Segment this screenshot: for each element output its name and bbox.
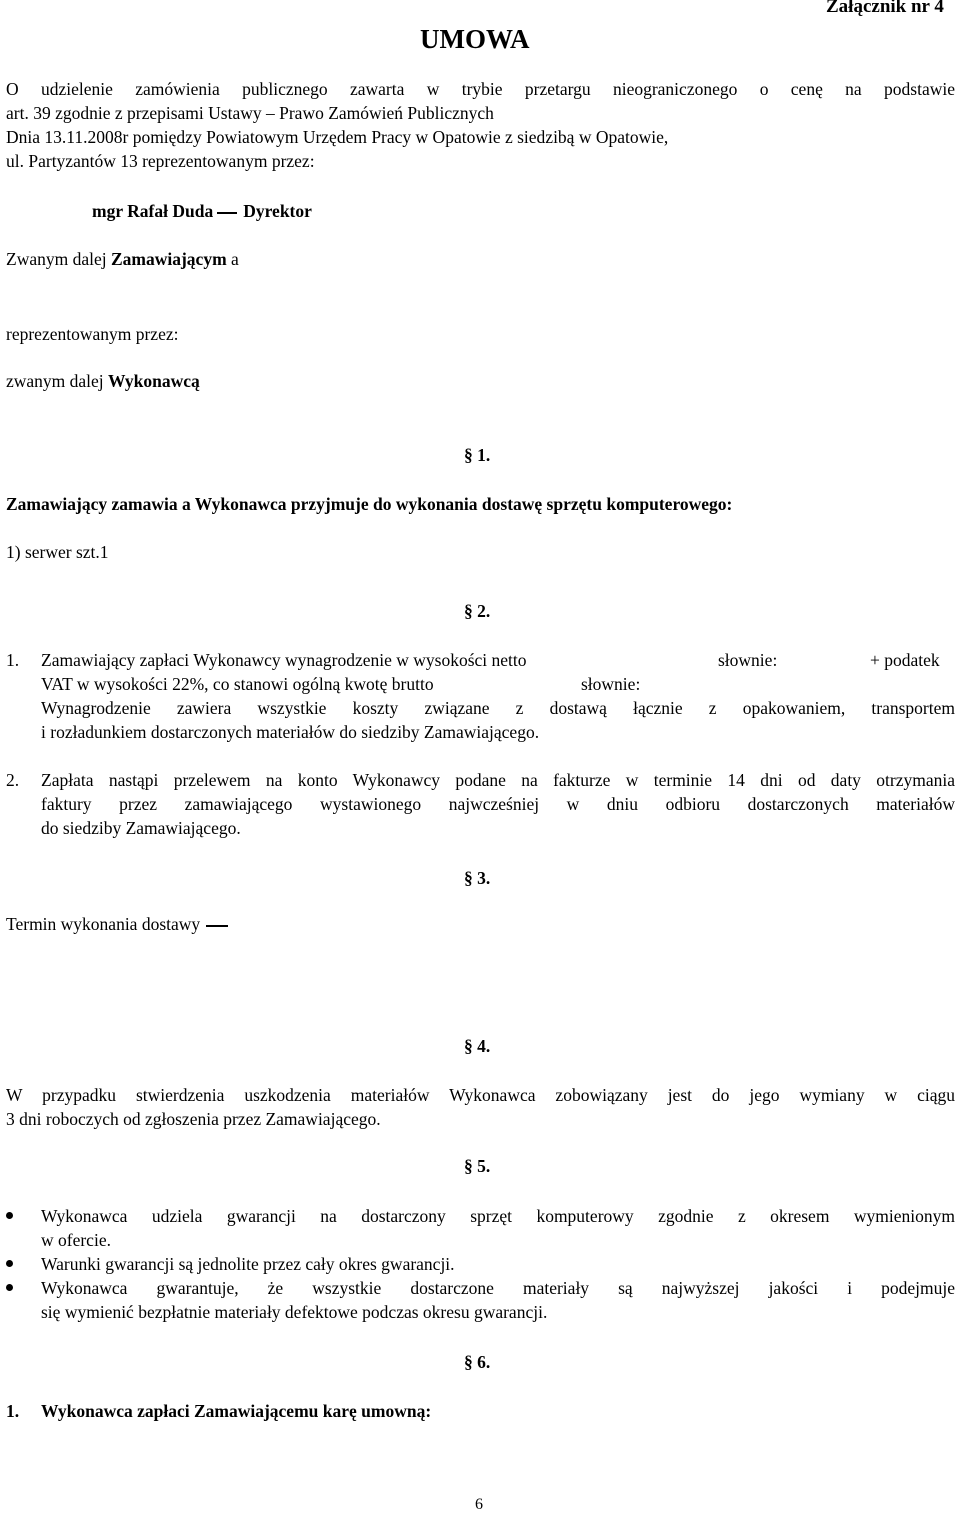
zamawiajacy-suffix: a bbox=[231, 249, 239, 269]
representative-role: Dyrektor bbox=[243, 201, 312, 221]
representative-name: mgr Rafał Duda bbox=[92, 201, 214, 221]
document-title: UMOWA bbox=[420, 24, 530, 54]
section-1-heading: § 1. bbox=[464, 445, 491, 465]
wykonawca-line bbox=[6, 369, 200, 393]
section-1-statement: Zamawiający zamawia a Wykonawca przyjmuje do wykonania dostawę sprzętu komputerowego: bbox=[6, 494, 733, 514]
representative bbox=[92, 199, 312, 223]
zamawiajacy-prefix: Zwanym dalej bbox=[6, 249, 107, 269]
section-2-p1-line4: i rozładunkiem dostarczonych materiałów do siedziby Zamawiającego. bbox=[41, 722, 540, 742]
section-2-p1-number: 1. bbox=[6, 650, 20, 670]
section-2-p1-line3: Wynagrodzenie zawiera wszystkie koszty związane z dostawą łącznie z opakowaniem, transportem bbox=[41, 698, 955, 718]
section-2-p2-number: 2. bbox=[6, 770, 20, 790]
section-5-b2: Warunki gwarancji są jednolite przez cały okres gwarancji. bbox=[41, 1254, 455, 1274]
page-number: 6 bbox=[475, 1496, 483, 1513]
section-2-p1-line2-a: VAT w wysokości 22%, co stanowi ogólną kwotę brutto bbox=[41, 674, 434, 694]
section-4-line2: 3 dni roboczych od zgłoszenia przez Zamawiającego. bbox=[6, 1109, 381, 1129]
section-1-item: 1) serwer szt.1 bbox=[6, 542, 109, 562]
section-4-line1: W przypadku stwierdzenia uszkodzenia materiałów Wykonawca zobowiązany jest do jego wymiany w ciągu bbox=[6, 1085, 955, 1105]
dash-separator bbox=[217, 212, 237, 214]
wykonawca-prefix: zwanym dalej bbox=[6, 371, 104, 391]
section-5-b3-line1: Wykonawca gwarantuje, że wszystkie dostarczone materiały są najwyższej jakości i podejmuje bbox=[41, 1278, 955, 1298]
section-5-b1-line1: Wykonawca udziela gwarancji na dostarczony sprzęt komputerowy zgodnie z okresem wymienionym bbox=[41, 1206, 955, 1226]
section-2-p2-line3: do siedziby Zamawiającego. bbox=[41, 818, 241, 838]
section-5-b1-line2: w ofercie. bbox=[41, 1230, 111, 1250]
wykonawca-term: Wykonawcą bbox=[108, 371, 200, 391]
section-2-p2-line2: faktury przez zamawiającego wystawionego najwcześniej w dniu odbioru dostarczonych materiałów bbox=[41, 794, 955, 814]
intro-line-3: Dnia 13.11.2008r pomiędzy Powiatowym Urzędem Pracy w Opatowie z siedzibą w Opatowie, bbox=[6, 127, 669, 147]
section-6-text: Wykonawca zapłaci Zamawiającemu karę umowną: bbox=[41, 1401, 432, 1421]
represented-by-line: reprezentowanym przez: bbox=[6, 324, 179, 344]
section-2-heading: § 2. bbox=[464, 601, 491, 621]
bullet-icon bbox=[6, 1260, 13, 1267]
attachment-label: Załącznik nr 4 bbox=[826, 0, 944, 17]
section-3-heading: § 3. bbox=[464, 868, 491, 888]
section-5-heading: § 5. bbox=[464, 1156, 491, 1176]
bullet-icon bbox=[6, 1284, 13, 1291]
section-2-p1-line1-a: Zamawiający zapłaci Wykonawcy wynagrodzenie w wysokości netto bbox=[41, 650, 527, 670]
intro-line-4: ul. Partyzantów 13 reprezentowanym przez: bbox=[6, 151, 315, 171]
section-4-heading: § 4. bbox=[464, 1036, 491, 1056]
dash-separator bbox=[206, 925, 228, 927]
section-3-term-label: Termin wykonania dostawy bbox=[6, 914, 201, 934]
section-3-term bbox=[6, 912, 228, 936]
zamawiajacy-term: Zamawiającym bbox=[110, 249, 227, 269]
bullet-icon bbox=[6, 1212, 13, 1219]
section-5-b3-line2: się wymienić bezpłatnie materiały defektowe podczas okresu gwarancji. bbox=[41, 1302, 548, 1322]
intro-line-1: O udzielenie zamówienia publicznego zawarta w trybie przetargu nieograniczonego o cenę na podstawie bbox=[6, 79, 955, 99]
section-2-p1-line1-b: słownie: bbox=[718, 650, 778, 670]
section-2-p1-line2-b: słownie: bbox=[581, 674, 641, 694]
intro-line-2: art. 39 zgodnie z przepisami Ustawy – Prawo Zamówień Publicznych bbox=[6, 103, 494, 123]
section-6-heading: § 6. bbox=[464, 1352, 491, 1372]
zamawiajacy-line bbox=[6, 247, 239, 271]
section-2-p1-line1-c: + podatek bbox=[870, 650, 940, 670]
section-6-number: 1. bbox=[6, 1401, 20, 1421]
section-2-p2-line1: Zapłata nastąpi przelewem na konto Wykonawcy podane na fakturze w terminie 14 dni od daty otrzymania bbox=[41, 770, 955, 790]
